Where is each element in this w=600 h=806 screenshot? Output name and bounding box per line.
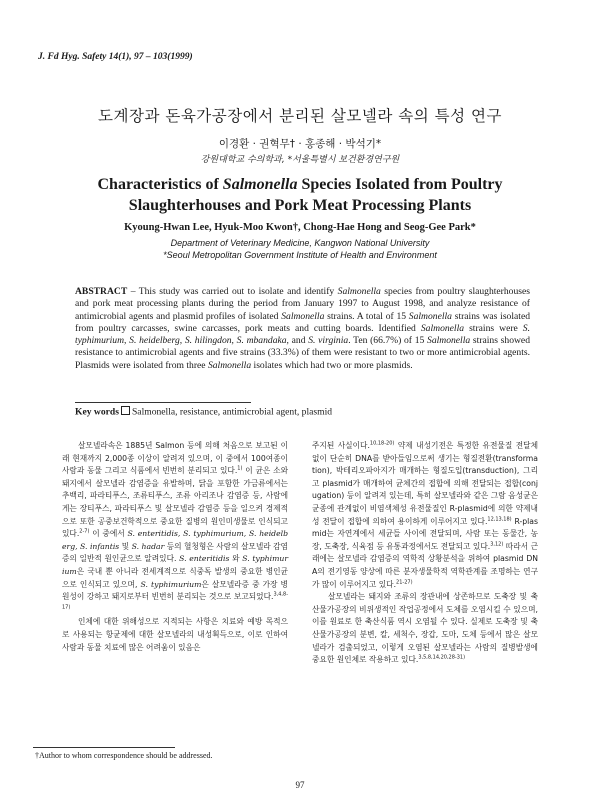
text: 은 국내 뿐 아니라 전세계적으로 식중독 발생의 중요한 병인균으로 인식되고 있으며, bbox=[62, 566, 288, 589]
reference: 3,12) bbox=[490, 541, 504, 548]
affiliation-2: *Seoul Metropolitan Government Institute of Health and Environment bbox=[163, 250, 437, 260]
text: 이 균은 소와 돼지에서 살모넬라 감염증을 유발하며, 닭을 포함한 가금류에서는 추백리, 파라티푸스, 조류티푸스, 조류 아리조나 감염증 등, 사람에게는 장티푸스, 파라티푸스 및 살모넬라 감염증 등을 일으켜 경제적으로 또한 공중보건학적으로 중요한 질병의 원인미생물로 인식되고 있다. bbox=[62, 466, 288, 539]
affiliation-1: Department of Veterinary Medicine, Kangwon National University bbox=[170, 238, 430, 248]
genus: Salmonella bbox=[420, 322, 465, 334]
keywords bbox=[75, 406, 332, 418]
page-number: 97 bbox=[295, 780, 305, 790]
abstract-text: strains were bbox=[464, 322, 523, 334]
journal-citation: J. Fd Hyg. Safety 14(1), 97 – 103(1999) bbox=[38, 52, 193, 62]
abstract-text: strains showed resistance to antimicrobial agents and five strains (33.3%) of them were resistant to two or more antimicrobial agents. Plasmids were isolated from three bbox=[75, 335, 530, 371]
reference: 3,5,8,14,20,28-31) bbox=[418, 654, 466, 661]
species: S. virginia bbox=[308, 335, 349, 347]
abstract-text: – This study was carried out to isolate and identify bbox=[127, 286, 338, 297]
korean-title: 도계장과 돈육가공장에서 분리된 살모넬라 속의 특성 연구 bbox=[98, 107, 502, 125]
abstract-heading: ABSTRACT bbox=[75, 286, 128, 297]
genus: Salmonella bbox=[207, 359, 252, 371]
text: 약제 내성기전은 특정한 유전물질 전달체 없이 단순히 DNA를 받아들임으로써 생기는 형질전환(transformation), 박테리오파아지가 매개하는 형질도입(transduction), 그리고 plasmid가 매개하여 균체간의 접합에 의해 전달되는 접합(conjugation) 등이 알려져 있는데, 특히 살모넬라와 같은 그람 음성균은 균종에 관계없이 비염색체성 유전물질인 R-plasmid에 의한 약제내성 전달이 접합에 의하여 용이하게 이루어지고 있다. bbox=[312, 441, 539, 526]
text: 살모넬라는 돼지와 조류의 장관내에 상존하므로 도축장 및 축산물가공장의 비위생적인 작업공정에서 도체를 오염시킬 수 있으며, 이를 원료로 한 축산식품 역시 오염될 수 있다. 실제로 도축장 및 축산물가공장의 분변, 칼, 세척수, 장갑, 도마, 도체 등에서 많은 살모넬라가 검출되었고, 이렇게 오염된 살모넬라는 사람의 질병발생에 중요한 원인체로 작용하고 있다. bbox=[312, 592, 538, 665]
korean-authors: 이경환 · 권혁무† · 홍종해 · 박석기* bbox=[218, 138, 382, 150]
species: S. typhimurium bbox=[62, 554, 288, 576]
genus: Salmonella bbox=[408, 310, 452, 322]
abstract-text: isolates which had two or more plasmids. bbox=[251, 359, 413, 371]
text: 따라서 근래에는 살모넬라 감염증의 역학적 상황분석을 위하여 plasmid DNA의 전기영동 양상에 따른 분자생물학적 역학관계를 조명하는 연구가 많이 이루어지고 있다. bbox=[312, 541, 538, 589]
genus: Salmonella bbox=[337, 286, 381, 297]
korean-affiliation: 강원대학교 수의학과, *서울특별시 보건환경연구원 bbox=[200, 155, 400, 165]
square-icon bbox=[121, 406, 130, 415]
species: S. enteritidis, S. typhimurium, S. heidelberg, S. infantis bbox=[62, 529, 288, 551]
text: 은 살모넬라증 중 가장 병원성이 강하고 돼지로부터 빈번히 분리되는 것으로 보고되었다. bbox=[62, 579, 288, 602]
text: 이 중에서 bbox=[89, 529, 128, 539]
species: S. enteritidis bbox=[179, 554, 230, 564]
keywords-label: Key words bbox=[75, 406, 119, 418]
title-genus: Salmonella bbox=[222, 176, 298, 193]
keywords-rule bbox=[75, 402, 251, 403]
text: 살모넬라속은 1885년 Salmon 등에 의해 처음으로 보고된 이래 현재까지 2,000종 이상이 알려져 있으며, 이 중에서 100여종이 사람과 동물 그리고 식품에서 빈번히 분리되고 있다. bbox=[62, 441, 288, 476]
english-authors: Kyoung-Hwan Lee, Hyuk-Moo Kwon†, Chong-Hae Hong and Seog-Gee Park* bbox=[124, 222, 476, 233]
footnote: †Author to whom correspondence should be addressed. bbox=[35, 751, 213, 760]
reference: 10,18-20) bbox=[369, 440, 395, 447]
reference: 2-7) bbox=[79, 528, 90, 535]
abstract bbox=[75, 286, 530, 372]
text: 및 bbox=[119, 541, 132, 551]
english-title bbox=[0, 174, 600, 216]
paragraph: 인체에 대한 위해성으로 지적되는 사항은 치료와 예방 목적으로 사용되는 항균제에 대한 살모넬라의 내성획득으로, 이로 인하여 사람과 동물 치료에 많은 어려움이 있음은 bbox=[62, 617, 288, 652]
keywords-text: Salmonella, resistance, antimicrobial agent, plasmid bbox=[131, 406, 333, 418]
reference: 1) bbox=[237, 465, 243, 472]
abstract-text: and bbox=[288, 335, 309, 347]
text: 주지된 사실이다. bbox=[312, 441, 370, 450]
title-line1-pre: Characteristics of bbox=[97, 176, 223, 193]
genus: Salmonella bbox=[281, 310, 325, 322]
title-line1-post: Species Isolated from Poultry bbox=[297, 176, 503, 193]
abstract-text: strains. A total of 15 bbox=[324, 310, 409, 322]
species-list: S. typhimurium, S. heidelberg, S. hilingdon, S. mbandaka, bbox=[75, 322, 530, 347]
paragraph bbox=[312, 440, 538, 591]
text: R-plasmid는 자연계에서 세균들 사이에 전달되며, 사람 또는 동물간, 농장, 도축장, 식육점 등 유통과정에서도 전달되고 있다. bbox=[312, 516, 538, 551]
abstract-text: . Ten (66.7%) of 15 bbox=[348, 335, 428, 347]
genus: Salmonella bbox=[427, 335, 471, 347]
english-affiliations bbox=[0, 237, 600, 261]
paragraph bbox=[312, 591, 538, 667]
abstract-text: strains was isolated from poultry carcasses, swine carcasses, pork meats and cutting boards. Identified bbox=[75, 310, 530, 334]
species: S. hadar bbox=[131, 541, 165, 551]
reference: 12,13,18) bbox=[487, 516, 512, 522]
title-line2: Slaughterhouses and Pork Meat Processing Plants bbox=[128, 197, 472, 214]
species: S. typhimurium bbox=[140, 579, 202, 589]
text: 등의 혈청형은 사람의 살모넬라 감염증의 일반적 원인균으로 알려있다. bbox=[62, 541, 288, 564]
abstract-text: species from poultry slaughterhouses and pork meat processing plants during the period from January 1997 to August 1998, and analyze resistance of antimicrobial agents and plasmid profiles of isolated bbox=[75, 286, 530, 322]
reference: 3,4,8-17) bbox=[62, 591, 288, 611]
reference: 21-27) bbox=[396, 578, 413, 585]
body-column-left bbox=[62, 440, 288, 788]
body-column-right bbox=[312, 440, 538, 800]
text: 와 bbox=[229, 554, 243, 564]
paragraph bbox=[62, 440, 288, 616]
footnote-rule bbox=[33, 747, 175, 748]
